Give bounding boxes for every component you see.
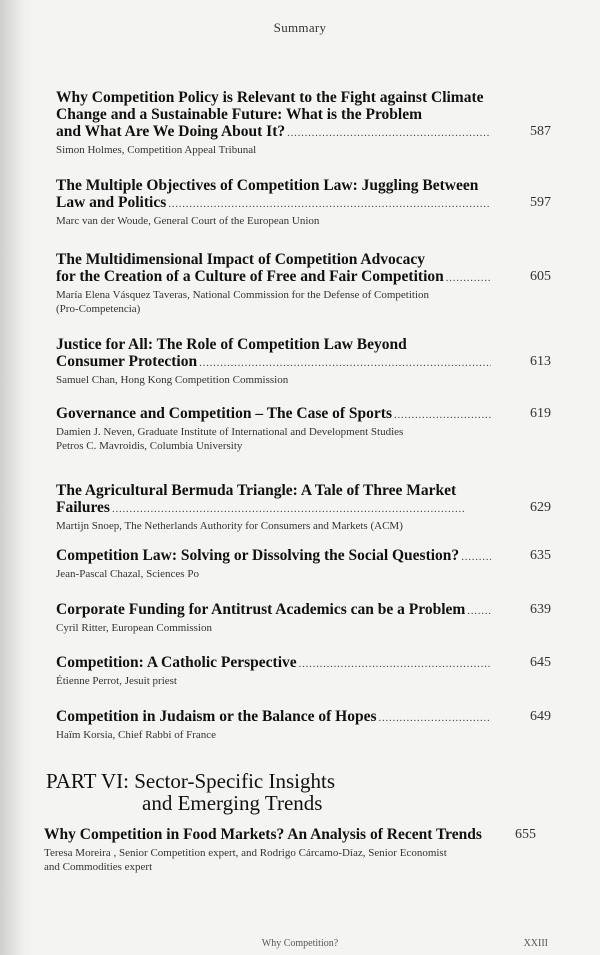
dot-leader (394, 407, 491, 424)
entry-authors (56, 728, 501, 742)
page-header: Summary (273, 20, 327, 35)
entry-title-line: Change and a Sustainable Future: What is the Problem (56, 106, 423, 123)
part-heading-line-2: and Emerging Trends (142, 791, 323, 815)
entry-authors (56, 621, 501, 635)
footer-title: Why Competition? (261, 938, 339, 949)
entry-title-last-line (44, 826, 482, 845)
dot-leader (446, 270, 491, 287)
entry-title-last-line (56, 194, 491, 213)
entry-title-last-line (56, 547, 491, 566)
entry-authors (56, 519, 501, 533)
dot-leader (467, 603, 491, 620)
entry-title-last-line (56, 499, 491, 518)
entry-author: Cyril Ritter, European Commission (56, 622, 212, 634)
part-heading-line-1: PART VI: Sector-Specific Insights (46, 769, 336, 793)
entry-author: Marc van der Woude, General Court of the European Union (56, 215, 320, 227)
toc-entry[interactable] (56, 547, 551, 581)
entry-title-line: The Agricultural Bermuda Triangle: A Tale of Three Market (56, 482, 457, 499)
entry-authors (56, 373, 501, 387)
dot-leader (168, 196, 491, 213)
entry-title-last-line (56, 123, 491, 142)
entry-title-text: Governance and Competition – The Case of Sports (56, 405, 392, 422)
entry-author: (Pro-Competencia) (56, 303, 141, 315)
entry-title-text: Law and Politics (56, 194, 167, 211)
entry-title-text: Competition in Judaism or the Balance of Hopes (56, 708, 377, 725)
entry-authors (56, 214, 501, 228)
entry-title-text: Failures (56, 499, 110, 516)
entry-title-text: Competition: A Catholic Perspective (56, 654, 297, 671)
entry-title (56, 654, 491, 673)
entry-page-number: 645 (530, 655, 551, 670)
entry-author: María Elena Vásquez Taveras, National Commission for the Defense of Competition (56, 289, 430, 301)
entry-authors (56, 674, 501, 688)
entry-author: Petros C. Mavroidis, Columbia University (56, 440, 243, 452)
entry-authors (56, 143, 501, 157)
entry-page-number: 597 (530, 195, 551, 210)
toc-entry[interactable] (56, 405, 551, 453)
entry-authors (44, 846, 486, 874)
entry-title-text: Corporate Funding for Antitrust Academics can be a Problem (56, 601, 466, 618)
entry-title (56, 251, 491, 287)
entry-title-line: The Multiple Objectives of Competition Law: Juggling Between (56, 177, 479, 194)
entry-author: Samuel Chan, Hong Kong Competition Commission (56, 374, 289, 386)
toc-entry[interactable] (56, 708, 551, 742)
dot-leader (461, 549, 491, 566)
toc-entry[interactable] (56, 336, 551, 387)
entry-author: Haïm Korsia, Chief Rabbi of France (56, 729, 217, 741)
entry-author: Jean-Pascal Chazal, Sciences Po (56, 568, 199, 580)
entry-page-number: 587 (530, 124, 551, 139)
page-gutter-shadow (0, 0, 34, 955)
entry-author: Simon Holmes, Competition Appeal Tribunal (56, 144, 257, 156)
dot-leader (199, 355, 491, 372)
entry-author: and Commodities expert (44, 861, 153, 873)
entry-authors (56, 567, 501, 581)
entry-title-line: Why Competition Policy is Relevant to the Fight against Climate (56, 89, 484, 106)
dot-leader (112, 501, 491, 518)
entry-title-last-line (56, 654, 491, 673)
entry-title-last-line (56, 708, 491, 727)
entry-authors (56, 288, 501, 316)
entry-title-text: Consumer Protection (56, 353, 198, 370)
entry-title (44, 826, 482, 845)
entry-title-last-line (56, 353, 491, 372)
entry-author: Martijn Snoep, The Netherlands Authority for Consumers and Markets (ACM) (56, 520, 403, 532)
entry-title (56, 405, 491, 424)
toc-entry[interactable] (56, 251, 551, 316)
entry-title-last-line (56, 405, 491, 424)
dot-leader (379, 710, 492, 727)
dot-leader (299, 656, 491, 673)
entry-authors (56, 425, 501, 453)
entry-title-last-line (56, 268, 491, 287)
entry-title (56, 336, 491, 372)
entry-page-number: 605 (530, 269, 551, 284)
toc-entry[interactable] (56, 654, 551, 688)
entry-page-number: 629 (530, 500, 551, 515)
entry-title-line: Justice for All: The Role of Competition Law Beyond (56, 336, 407, 353)
entry-page-number: 639 (530, 602, 551, 617)
part-heading (46, 770, 335, 814)
toc-entry[interactable] (44, 826, 536, 874)
entry-title-text: for the Creation of a Culture of Free and Fair Competition (56, 268, 444, 285)
entry-author: Étienne Perrot, Jesuit priest (56, 675, 177, 687)
entry-page-number: 649 (530, 709, 551, 724)
toc-entry[interactable] (56, 177, 551, 228)
entry-page-number: 655 (515, 827, 536, 842)
entry-page-number: 613 (530, 354, 551, 369)
entry-author: Damien J. Neven, Graduate Institute of International and Development Studies (56, 426, 404, 438)
entry-title-text: Why Competition in Food Markets? An Analysis of Recent Trends (44, 826, 482, 843)
entry-title (56, 601, 491, 620)
dot-leader (287, 125, 491, 142)
entry-page-number: 619 (530, 406, 551, 421)
entry-title-text: Competition Law: Solving or Dissolving the Social Question? (56, 547, 460, 564)
entry-title-text: and What Are We Doing About It? (56, 123, 286, 140)
toc-entry[interactable] (56, 601, 551, 635)
footer-page-number: XXIII (523, 938, 548, 949)
entry-title (56, 177, 491, 213)
entry-page-number: 635 (530, 548, 551, 563)
entry-title-last-line (56, 601, 491, 620)
entry-title (56, 547, 491, 566)
entry-title (56, 89, 491, 142)
toc-entry[interactable] (56, 482, 551, 533)
entry-title (56, 708, 491, 727)
entry-title (56, 482, 491, 518)
entry-title-line: The Multidimensional Impact of Competition Advocacy (56, 251, 425, 268)
entry-author: Teresa Moreira , Senior Competition expert, and Rodrigo Cárcamo-Díaz, Senior Economist (44, 847, 447, 859)
toc-entry[interactable] (56, 89, 551, 157)
